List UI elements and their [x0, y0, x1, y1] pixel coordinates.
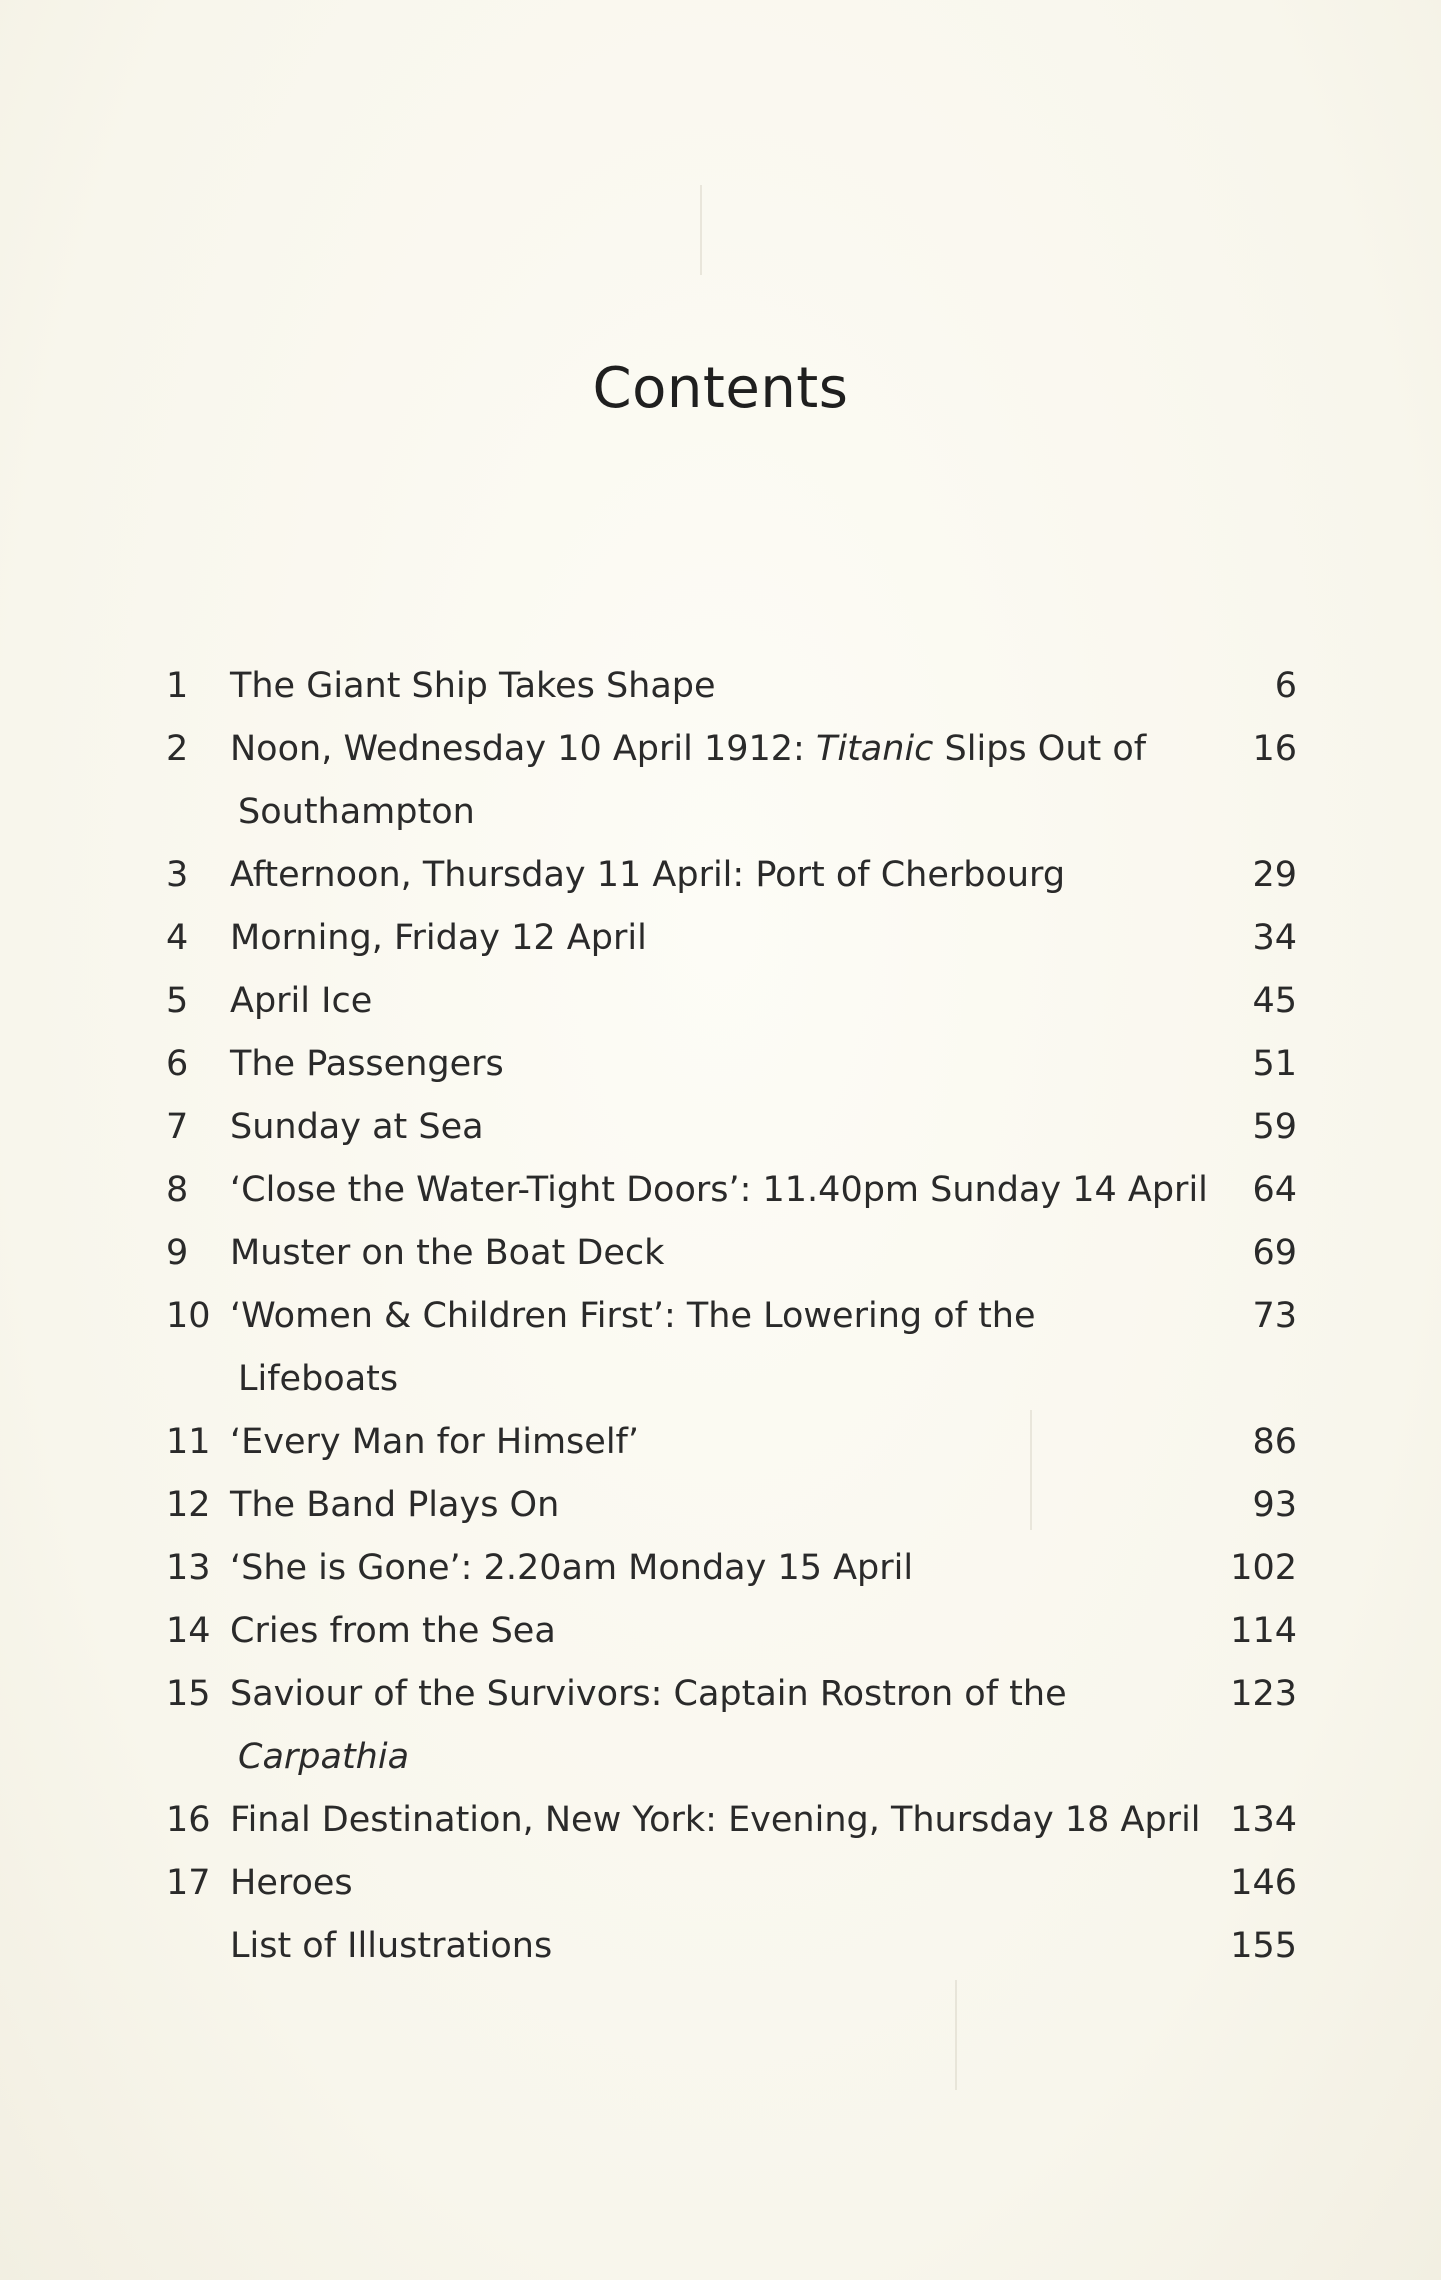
- chapter-title: Noon, Wednesday 10 April 1912: Titanic Slips Out of: [230, 729, 1147, 769]
- page-number: 73: [1252, 1296, 1297, 1336]
- chapter-number: 12: [166, 1485, 211, 1525]
- chapter-number: 3: [166, 855, 189, 895]
- chapter-title-continuation: Lifeboats: [238, 1359, 399, 1399]
- chapter-number: 15: [166, 1674, 211, 1714]
- page-number: 64: [1252, 1170, 1297, 1210]
- toc-entry-10-continuation: [0, 1348, 1441, 1411]
- chapter-title: Heroes: [230, 1863, 353, 1903]
- chapter-number: 11: [166, 1422, 211, 1462]
- toc-entry-9[interactable]: [0, 1222, 1441, 1285]
- page-number: 6: [1274, 666, 1297, 706]
- chapter-number: 5: [166, 981, 189, 1021]
- toc-entry-11[interactable]: [0, 1411, 1441, 1474]
- page-number: 51: [1252, 1044, 1297, 1084]
- page-number: 134: [1230, 1800, 1297, 1840]
- chapter-title: ‘Close the Water-Tight Doors’: 11.40pm Sunday 14 April: [230, 1170, 1208, 1210]
- chapter-number: 16: [166, 1800, 211, 1840]
- chapter-number: 8: [166, 1170, 189, 1210]
- toc-entry-14[interactable]: [0, 1600, 1441, 1663]
- chapter-number: 2: [166, 729, 189, 769]
- ship-name: Carpathia: [238, 1737, 410, 1777]
- page-mark: [955, 1980, 957, 2090]
- page-number: 146: [1230, 1863, 1297, 1903]
- toc-entry-3[interactable]: [0, 844, 1441, 907]
- chapter-number: 13: [166, 1548, 211, 1588]
- toc-entry-15[interactable]: [0, 1663, 1441, 1726]
- page-number: 155: [1230, 1926, 1297, 1966]
- page-number: 86: [1252, 1422, 1297, 1462]
- chapter-title: Sunday at Sea: [230, 1107, 484, 1147]
- toc-entry-6[interactable]: [0, 1033, 1441, 1096]
- chapter-title: Muster on the Boat Deck: [230, 1233, 665, 1273]
- chapter-title: April Ice: [230, 981, 373, 1021]
- toc-entry-16[interactable]: [0, 1789, 1441, 1852]
- page-mark: [700, 185, 702, 275]
- chapter-number: 17: [166, 1863, 211, 1903]
- toc-entry-12[interactable]: [0, 1474, 1441, 1537]
- toc-entry-15-continuation: [0, 1726, 1441, 1789]
- toc-entry-1[interactable]: [0, 655, 1441, 718]
- table-of-contents: [0, 655, 1441, 1978]
- toc-entry-8[interactable]: [0, 1159, 1441, 1222]
- chapter-title: List of Illustrations: [230, 1926, 553, 1966]
- page-number: 93: [1252, 1485, 1297, 1525]
- chapter-number: 10: [166, 1296, 211, 1336]
- page-number: 29: [1252, 855, 1297, 895]
- chapter-title: Afternoon, Thursday 11 April: Port of Cherbourg: [230, 855, 1066, 895]
- toc-entry-17[interactable]: [0, 1852, 1441, 1915]
- page-title: Contents: [592, 355, 849, 421]
- page-number: 114: [1230, 1611, 1297, 1651]
- page-number: 102: [1230, 1548, 1297, 1588]
- toc-entry-10[interactable]: [0, 1285, 1441, 1348]
- page-number: 123: [1230, 1674, 1297, 1714]
- toc-entry-2-continuation: [0, 781, 1441, 844]
- ship-name: Titanic: [815, 729, 934, 769]
- chapter-title: ‘Every Man for Himself’: [230, 1422, 639, 1462]
- chapter-title: The Passengers: [230, 1044, 504, 1084]
- chapter-title: The Giant Ship Takes Shape: [230, 666, 716, 706]
- chapter-number: 4: [166, 918, 189, 958]
- chapter-title: ‘Women & Children First’: The Lowering of the: [230, 1296, 1036, 1336]
- chapter-title-continuation: Southampton: [238, 792, 475, 832]
- toc-entry-4[interactable]: [0, 907, 1441, 970]
- page-number: 69: [1252, 1233, 1297, 1273]
- chapter-title: ‘She is Gone’: 2.20am Monday 15 April: [230, 1548, 914, 1588]
- chapter-number: 14: [166, 1611, 211, 1651]
- chapter-number: 6: [166, 1044, 189, 1084]
- page-number: 45: [1252, 981, 1297, 1021]
- chapter-title: Morning, Friday 12 April: [230, 918, 647, 958]
- toc-entry-list-of-illustrations[interactable]: [0, 1915, 1441, 1978]
- chapter-number: 9: [166, 1233, 189, 1273]
- chapter-number: 7: [166, 1107, 189, 1147]
- chapter-title: Final Destination, New York: Evening, Thursday 18 April: [230, 1800, 1201, 1840]
- chapter-number: 1: [166, 666, 189, 706]
- toc-entry-7[interactable]: [0, 1096, 1441, 1159]
- chapter-title: The Band Plays On: [230, 1485, 560, 1525]
- page-number: 59: [1252, 1107, 1297, 1147]
- chapter-title: Saviour of the Survivors: Captain Rostron of the: [230, 1674, 1067, 1714]
- toc-entry-2[interactable]: [0, 718, 1441, 781]
- toc-entry-5[interactable]: [0, 970, 1441, 1033]
- page-number: 34: [1252, 918, 1297, 958]
- toc-entry-13[interactable]: [0, 1537, 1441, 1600]
- chapter-title: Cries from the Sea: [230, 1611, 556, 1651]
- page-number: 16: [1252, 729, 1297, 769]
